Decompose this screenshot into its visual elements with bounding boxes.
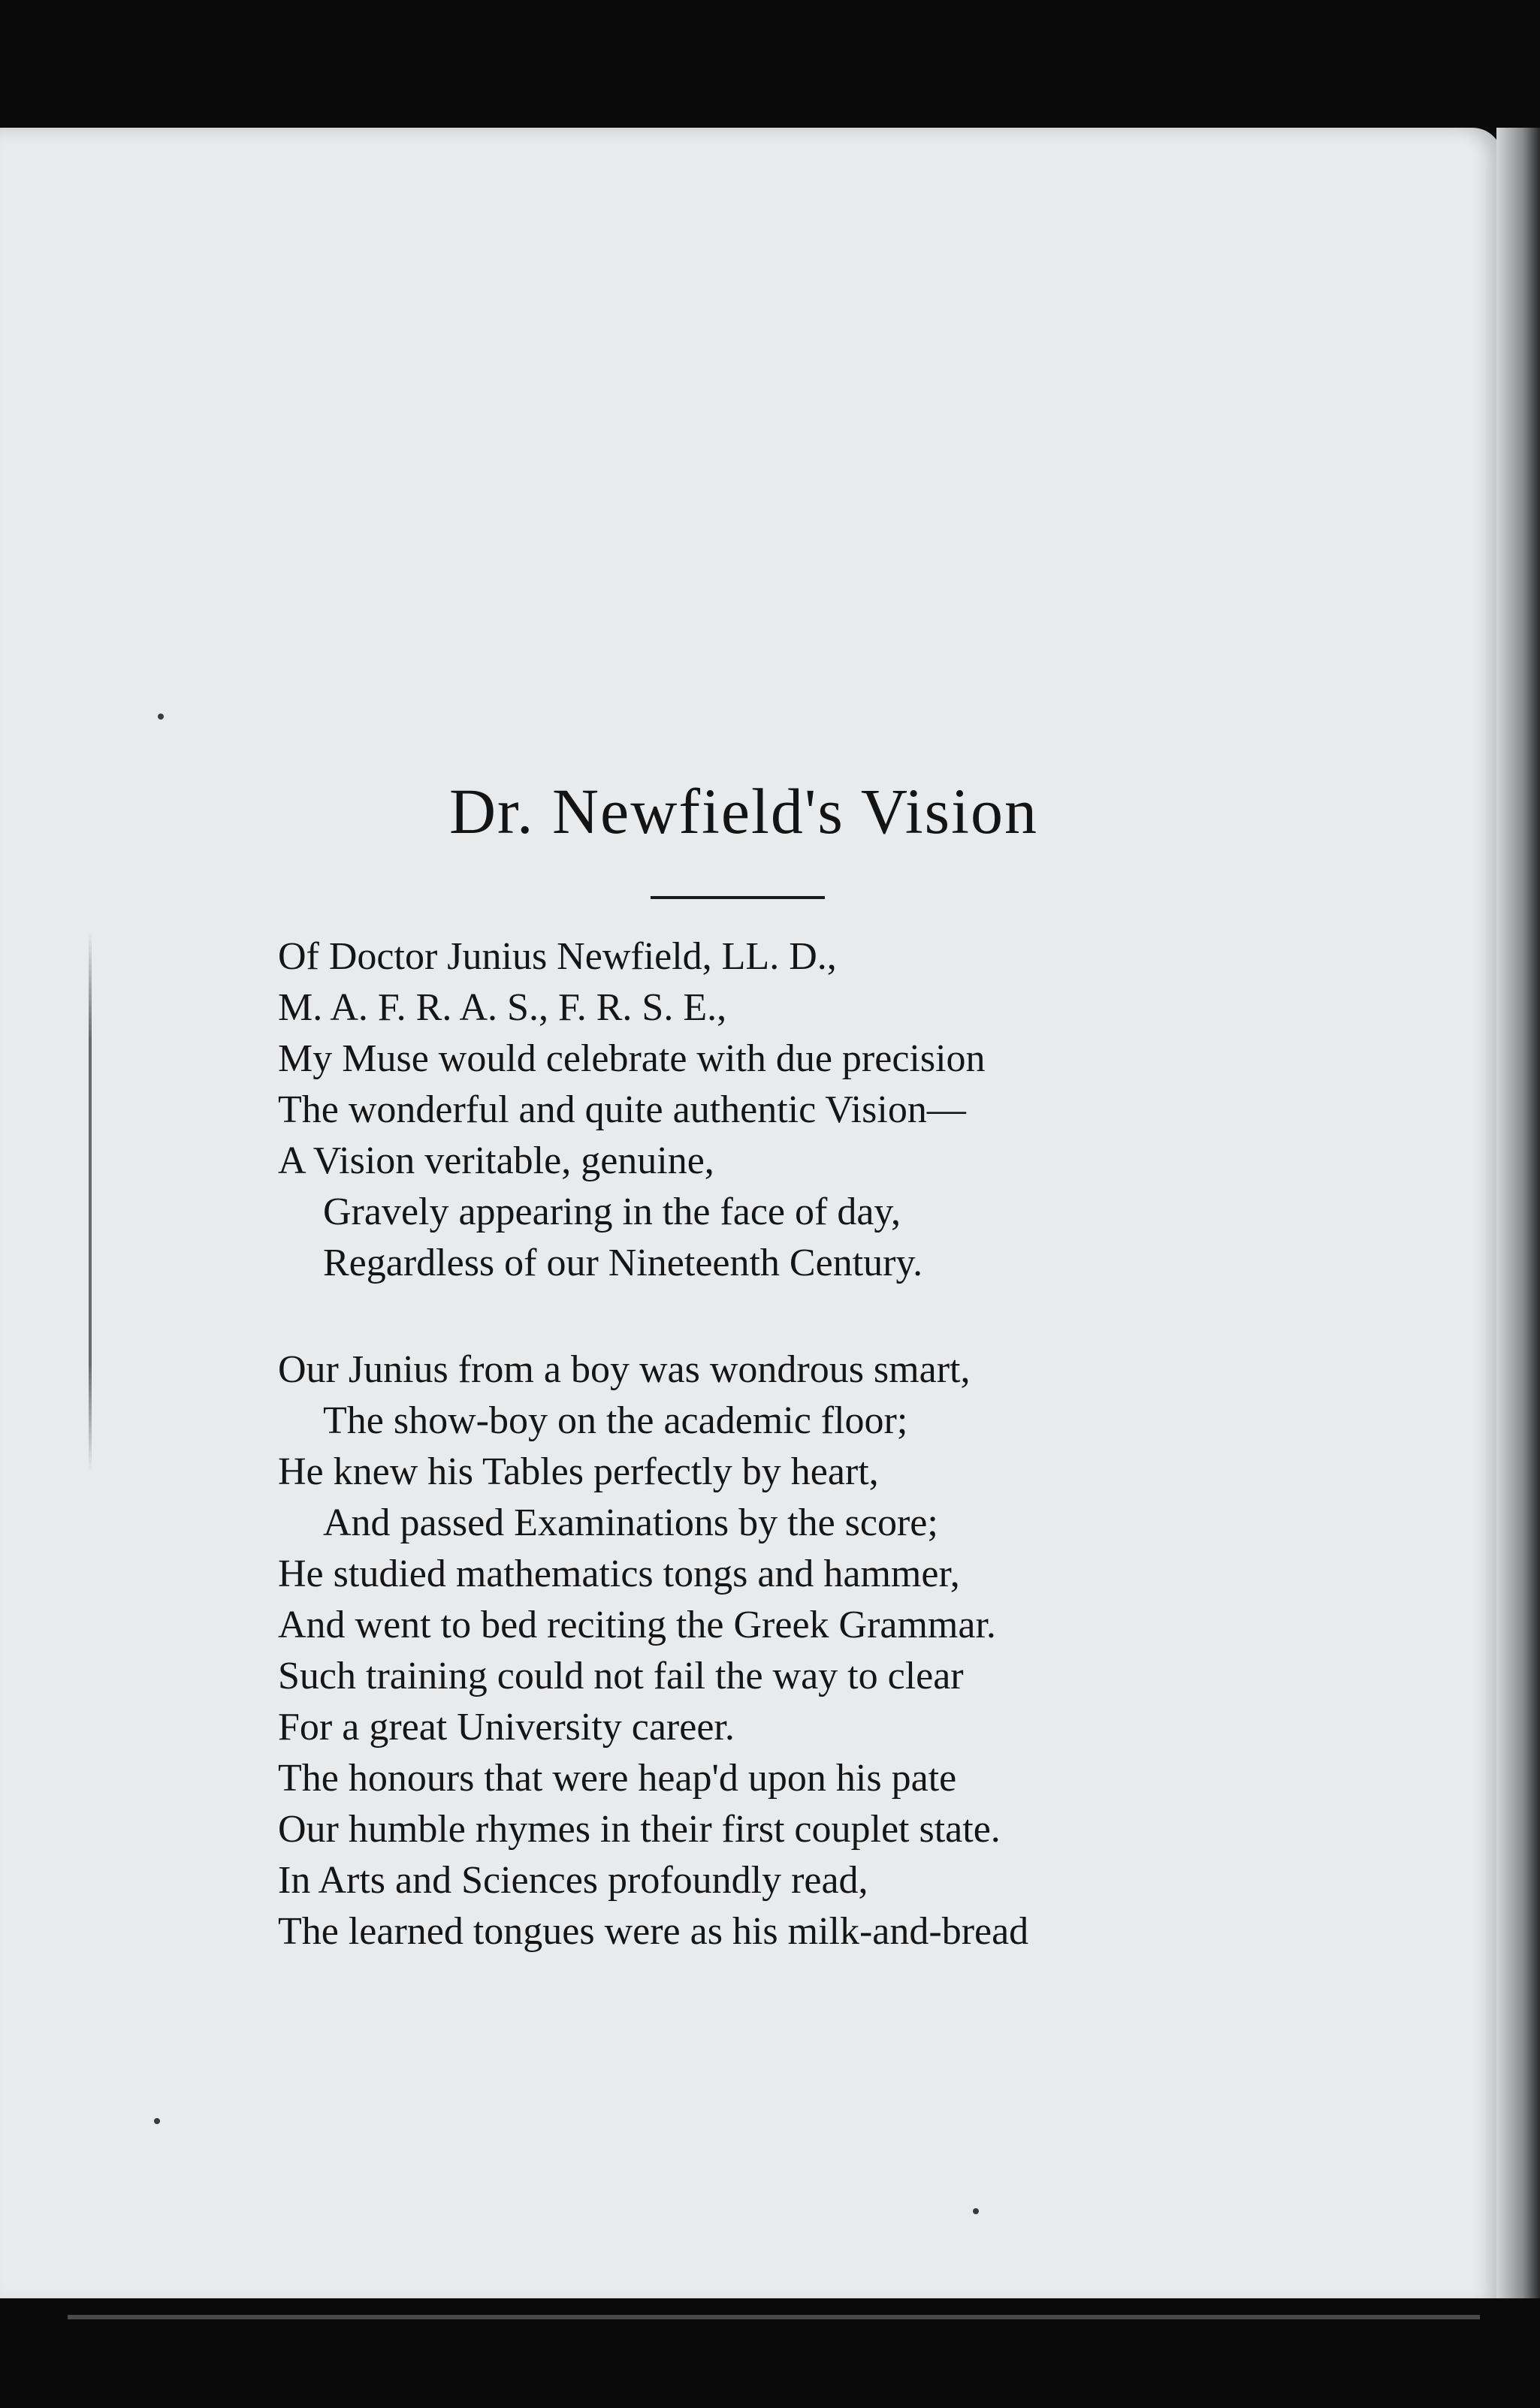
poem-line: And passed Examinations by the score; xyxy=(323,1501,938,1544)
dust-speck xyxy=(158,714,164,720)
poem-line: He knew his Tables perfectly by heart, xyxy=(278,1450,879,1493)
poem-line: The wonderful and quite authentic Vision— xyxy=(278,1088,966,1131)
page-edge xyxy=(1496,128,1540,2306)
dust-speck xyxy=(154,2118,160,2124)
poem-line: Our Junius from a boy was wondrous smart, xyxy=(278,1348,971,1391)
title-divider xyxy=(651,896,825,899)
stanza-1 xyxy=(278,931,1179,1289)
poem-line: For a great University career. xyxy=(278,1706,735,1749)
poem-line: A Vision veritable, genuine, xyxy=(278,1139,714,1182)
poem-title: Dr. Newfield's Vision xyxy=(448,775,1039,847)
poem-line: The honours that were heap'd upon his pate xyxy=(278,1757,957,1800)
dust-speck xyxy=(973,2208,979,2214)
poem-line: Of Doctor Junius Newfield, LL. D., xyxy=(278,935,837,978)
poem-line: Regardless of our Nineteenth Century. xyxy=(323,1242,923,1284)
poem-line: Our humble rhymes in their first couplet state. xyxy=(278,1808,1001,1851)
poem-line: In Arts and Sciences profoundly read, xyxy=(278,1859,868,1902)
poem-line: Gravely appearing in the face of day, xyxy=(323,1190,901,1233)
poem-line: And went to bed reciting the Greek Grammar. xyxy=(278,1604,996,1646)
poem-line: Such training could not fail the way to clear xyxy=(278,1655,964,1697)
poem-line: The show-boy on the academic floor; xyxy=(323,1399,908,1442)
poem-line: The learned tongues were as his milk-and-bread xyxy=(278,1910,1029,1953)
page-bottom-edge xyxy=(68,2315,1480,2319)
stanza-2 xyxy=(278,1344,1179,1957)
poem-line: My Muse would celebrate with due precision xyxy=(278,1037,986,1080)
poem-line: M. A. F. R. A. S., F. R. S. E., xyxy=(278,986,727,1029)
poem-line: He studied mathematics tongs and hammer, xyxy=(278,1553,960,1595)
gutter-shadow xyxy=(89,931,92,1472)
